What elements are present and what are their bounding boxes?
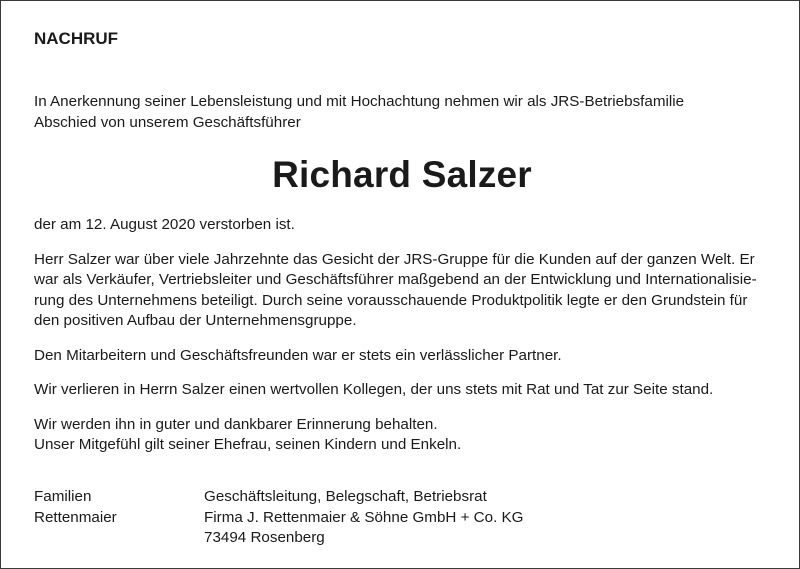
- memory-line: Wir werden ihn in guter und dankbarer Erinnerung behalten.: [34, 415, 438, 433]
- biography-line: den positiven Aufbau der Unternehmensgruppe.: [34, 312, 357, 329]
- deceased-name: Richard Salzer: [272, 154, 532, 195]
- signature-company: [204, 487, 604, 549]
- signature-left-line: Rettenmaier: [34, 508, 117, 526]
- death-date-line: der am 12. August 2020 verstorben ist.: [34, 216, 295, 233]
- memory-paragraph: [34, 415, 770, 456]
- signature-right-line: Geschäftsleitung, Belegschaft, Betriebsrat: [204, 488, 487, 505]
- intro-line: Abschied von unserem Geschäftsführer: [34, 113, 301, 131]
- partner-paragraph: Den Mitarbeitern und Geschäftsfreunden war er stets ein verlässlicher Partner.: [34, 346, 562, 364]
- colleague-paragraph: Wir verlieren in Herrn Salzer einen wertvollen Kollegen, der uns stets mit Rat und Tat zur Seite stand.: [34, 381, 714, 398]
- intro-line: In Anerkennung seiner Lebensleistung und mit Hochachtung nehmen wir als JRS-Betriebsfamilie: [34, 93, 685, 110]
- signature-right-line: Firma J. Rettenmaier & Söhne GmbH + Co. KG: [204, 508, 524, 526]
- signature-families: [34, 487, 194, 528]
- biography-line: rung des Unternehmens beteiligt. Durch seine vorausschauende Produktpolitik legte er den Grundstein für: [34, 291, 748, 309]
- signature-left-line: Familien: [34, 488, 92, 505]
- obituary-body: [34, 28, 770, 456]
- memory-line: Unser Mitgefühl gilt seiner Ehefrau, seinen Kindern und Enkeln.: [34, 436, 462, 453]
- biography-paragraph: [34, 250, 770, 332]
- obituary-heading: NACHRUF: [34, 29, 119, 48]
- intro-paragraph: [34, 92, 770, 133]
- signature-right-line: 73494 Rosenberg: [204, 529, 325, 546]
- biography-line: Herr Salzer war über viele Jahrzehnte das Gesicht der JRS-Gruppe für die Kunden auf der ganzen Welt. Er: [34, 250, 755, 268]
- biography-line: war als Verkäufer, Vertriebsleiter und Geschäftsführer maßgebend an der Entwicklung und Internationalisie-: [34, 271, 757, 288]
